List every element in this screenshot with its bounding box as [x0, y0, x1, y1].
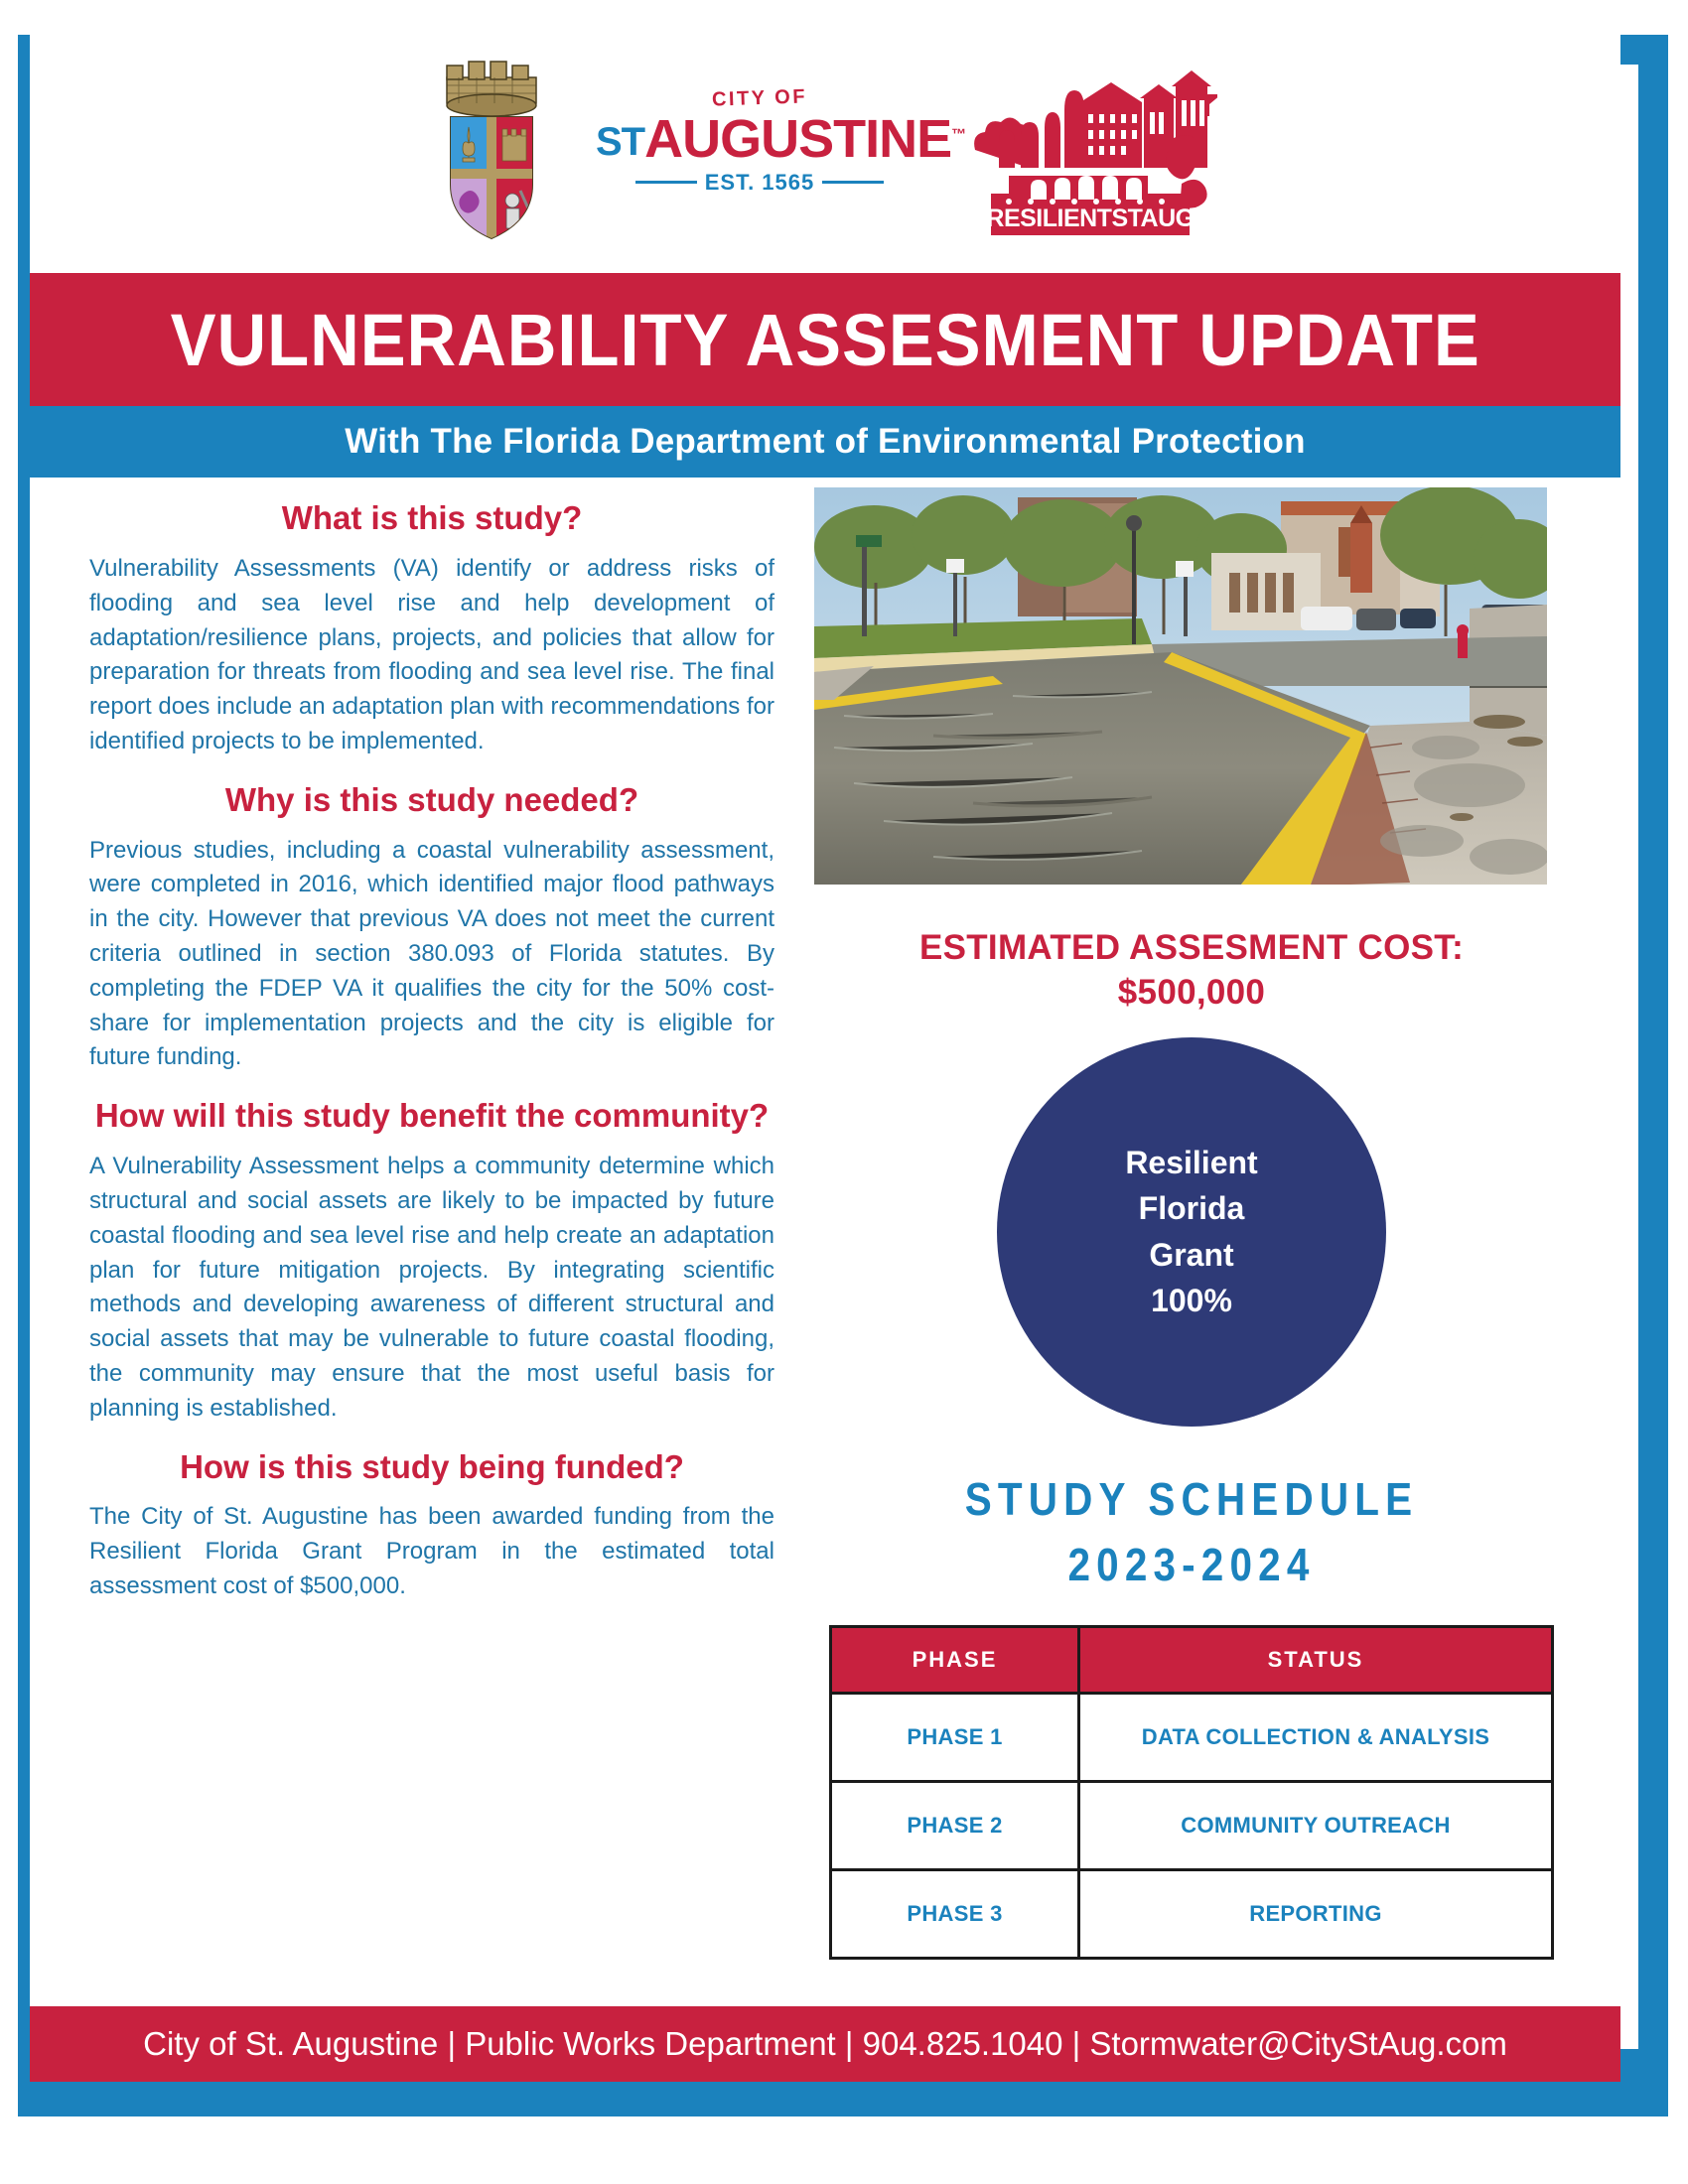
cell-phase-2: PHASE 2 [831, 1781, 1079, 1869]
section-heading-how-is-this-study-being-funded: How is this study being funded? [180, 1447, 684, 1485]
cell-status-3: REPORTING [1079, 1869, 1553, 1958]
pie-label-line-3: Grant [1149, 1236, 1234, 1273]
section-heading-what-is-this-study: What is this study? [281, 499, 583, 536]
section-body-how-is-this-study-being-funded: The City of St. Augustine has been awarded funding from the Resilient Florida Grant Program in the estimated total assessment cost of $500,000. [89, 1503, 774, 1600]
estimated-cost-heading [814, 926, 1569, 1016]
pie-label-percent: 100% [1151, 1282, 1232, 1318]
pie-label-line-2: Florida [1138, 1190, 1245, 1227]
main-title-bar [30, 273, 1620, 406]
section-body-why-is-this-study-needed: Previous studies, including a coastal vulnerability assessment, were completed in 2016, which identified major flood pathways in the city. However that previous VA does not meet the current criteria outlined in section 380.093 of Florida statutes. By completing the FDEP VA it qualifies the city for the 50% cost-share for implementation projects and the city is eligible for future funding. [89, 836, 774, 1071]
resilient-staug-skyline-icon [969, 65, 1217, 238]
logo-rule-left [635, 181, 697, 184]
table-row [831, 1693, 1553, 1781]
pie-label-line-1: Resilient [1125, 1144, 1258, 1180]
table-row [831, 1781, 1553, 1869]
city-of-st-augustine-logo [596, 84, 966, 216]
resilient-wordmark-text: RESILIENTSTAUG [986, 205, 1195, 232]
estimated-cost-amount: $500,000 [1117, 972, 1266, 1012]
page-title: VULNERABILITY ASSESMENT UPDATE [170, 298, 1480, 381]
left-column [89, 487, 774, 1608]
study-schedule-title: STUDY SCHEDULE [964, 1472, 1419, 1525]
study-schedule-table [829, 1625, 1554, 1960]
footer-contact-text: City of St. Augustine | Public Works Department | 904.825.1040 | Stormwater@CityStAug.com [143, 2025, 1507, 2062]
column-header-status: STATUS [1079, 1626, 1553, 1693]
study-schedule-years: 2023-2024 [1067, 1538, 1316, 1590]
logo-st-text: ST [596, 119, 645, 164]
study-schedule-heading [814, 1472, 1569, 1591]
funding-pie-chart [814, 1037, 1569, 1427]
flooded-downtown-street-photo [814, 487, 1547, 885]
header-logo-row [30, 30, 1620, 273]
logo-augustine-text: AUGUSTINE [644, 108, 952, 169]
right-column [814, 487, 1569, 1960]
city-coat-of-arms-icon [433, 60, 550, 243]
logo-est-text: EST. 1565 [704, 169, 815, 195]
logo-tm-mark: ™ [951, 125, 966, 143]
section-body-how-will-this-study-benefit-the-community: A Vulnerability Assessment helps a community determine which structural and social assets are likely to be impacted by future coastal flooding and sea level rise and help create an adaptation plan for future mitigation projects. By integrating scientific methods and developing awareness of different structural and social assets that may be vulnerable to future coastal flooding, the community may ensure that the most useful basis for planning is established. [89, 1153, 774, 1422]
section-body-what-is-this-study: Vulnerability Assessments (VA) identify or address risks of flooding and sea level rise and help development of adaptation/resilience plans, projects, and policies that allow for preparation for threats from flooding and sea level rise. The final report does include an adaptation plan with recommendations for identified projects to be implemented. [89, 554, 774, 754]
cell-status-2: COMMUNITY OUTREACH [1079, 1781, 1553, 1869]
logo-city-of-text: CITY OF [711, 84, 808, 111]
page-subtitle: With The Florida Department of Environmental Protection [345, 422, 1306, 461]
estimated-cost-line1: ESTIMATED ASSESMENT COST: [918, 928, 1465, 967]
logo-est-row [596, 170, 923, 196]
pie-slice-resilient-florida-grant [997, 1037, 1386, 1427]
subtitle-bar [30, 406, 1620, 478]
cell-phase-1: PHASE 1 [831, 1693, 1079, 1781]
footer-contact-bar [30, 2006, 1620, 2082]
column-header-phase: PHASE [831, 1626, 1079, 1693]
content-area [30, 478, 1620, 2006]
section-heading-why-is-this-study-needed: Why is this study needed? [224, 780, 639, 818]
logo-wordmark [596, 108, 966, 169]
cell-phase-3: PHASE 3 [831, 1869, 1079, 1958]
logo-rule-right [822, 181, 884, 184]
table-row [831, 1869, 1553, 1958]
table-header-row [831, 1626, 1553, 1693]
section-heading-how-will-this-study-benefit-the-community: How will this study benefit the community? [94, 1097, 770, 1135]
cell-status-1: DATA COLLECTION & ANALYSIS [1079, 1693, 1553, 1781]
